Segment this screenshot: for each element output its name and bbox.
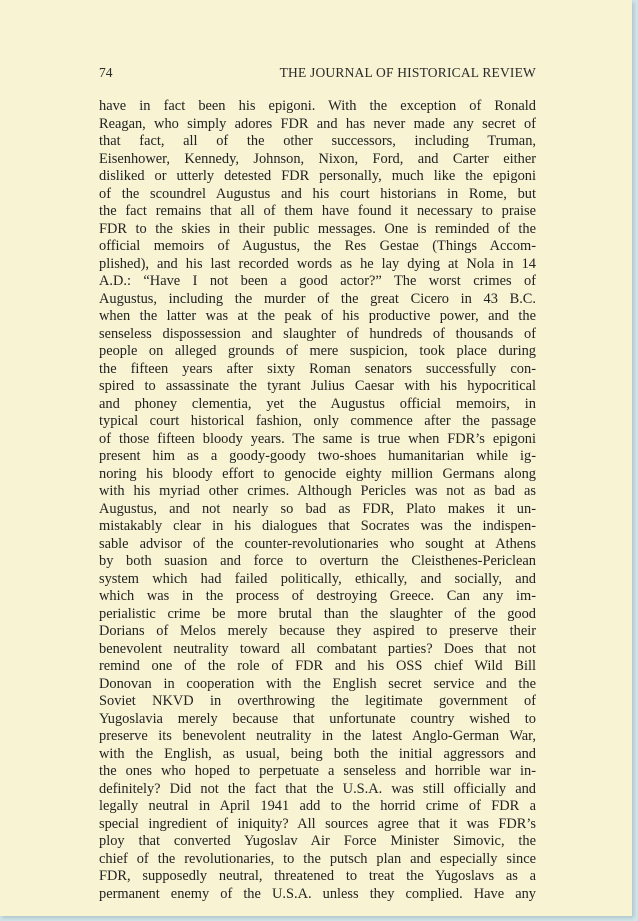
text-line: legally neutral in April 1941 add to the horrid crime of FDR a bbox=[99, 798, 536, 814]
text-line: ploy that converted Yugoslav Air Force Minister Simovic, the bbox=[99, 833, 536, 849]
text-line: Donovan in cooperation with the English secret service and the bbox=[99, 675, 536, 692]
text-line: present him as a goody-goody two-shoes humanitarian while ig- bbox=[99, 448, 536, 464]
text-line: sable advisor of the counter-revolutionaries who sought at Athens bbox=[99, 535, 536, 552]
text-line: when the latter was at the peak of his productive power, and the bbox=[99, 308, 536, 324]
text-line: noring his bloody effort to genocide eighty million Germans along bbox=[99, 465, 536, 482]
text-line: system which had failed politically, ethically, and socially, and bbox=[99, 570, 536, 587]
text-line: preserve its benevolent neutrality in the latest Anglo-German War, bbox=[99, 728, 536, 744]
text-line: A.D.: “Have I not been a good actor?” The worst crimes of bbox=[99, 273, 536, 289]
page-number: 74 bbox=[99, 65, 113, 80]
text-line: with the English, as usual, being both the initial aggressors and bbox=[99, 745, 536, 762]
text-line: FDR to the skies in their public messages. One is reminded of the bbox=[99, 220, 536, 237]
text-line: Soviet NKVD in overthrowing the legitimate government of bbox=[99, 693, 536, 709]
text-line: senseless dispossession and slaughter of hundreds of thousands of bbox=[99, 325, 536, 342]
running-head: THE JOURNAL OF HISTORICAL REVIEW bbox=[279, 65, 536, 80]
text-line: Eisenhower, Kennedy, Johnson, Nixon, Ford, and Carter either bbox=[99, 150, 536, 167]
text-line: Dorians of Melos merely because they aspired to preserve their bbox=[99, 623, 536, 639]
text-line: Augustus, and not nearly so bad as FDR, Plato makes it un- bbox=[99, 500, 536, 517]
text-line: spired to assassinate the tyrant Julius Caesar with his hypocritical bbox=[99, 378, 536, 394]
text-line: chief of the revolutionaries, to the putsch plan and especially since bbox=[99, 850, 536, 867]
text-line: definitely? Did not the fact that the U.S.A. was still officially and bbox=[99, 780, 536, 797]
text-line: Augustus, including the murder of the great Cicero in 43 B.C. bbox=[99, 290, 536, 307]
text-line: people on alleged grounds of mere suspicion, took place during bbox=[99, 343, 536, 359]
text-line: special ingredient of iniquity? All sources agree that it was FDR’s bbox=[99, 815, 536, 832]
text-line: FDR, supposedly neutral, threatened to treat the Yugoslavs as a bbox=[99, 868, 536, 884]
text-line: official memoirs of Augustus, the Res Gestae (Things Accom- bbox=[99, 238, 536, 254]
text-line: of those fifteen bloody years. The same is true when FDR’s epigoni bbox=[99, 430, 536, 447]
text-line: perialistic crime be more brutal than the slaughter of the good bbox=[99, 605, 536, 622]
text-line: have in fact been his epigoni. With the exception of Ronald bbox=[99, 98, 536, 114]
text-line: with his myriad other crimes. Although Pericles was not as bad as bbox=[99, 483, 536, 499]
text-line: and phoney clementia, yet the Augustus official memoirs, in bbox=[99, 395, 536, 412]
text-line: that fact, all of the other successors, including Truman, bbox=[99, 133, 536, 149]
body-text bbox=[99, 98, 536, 903]
text-line: plished), and his last recorded words as he lay dying at Nola in 14 bbox=[99, 255, 536, 272]
text-line: Yugoslavia merely because that unfortunate country wished to bbox=[99, 710, 536, 727]
text-line: mistakably clear in his dialogues that Socrates was the indispen- bbox=[99, 518, 536, 534]
text-line: of the scoundrel Augustus and his court historians in Rome, but bbox=[99, 185, 536, 202]
text-line: which was in the process of destroying Greece. Can any im- bbox=[99, 588, 536, 604]
text-line: Reagan, who simply adores FDR and has never made any secret of bbox=[99, 115, 536, 132]
text-line: by both suasion and force to overturn the Cleisthenes-Periclean bbox=[99, 553, 536, 569]
text-line: the ones who hoped to perpetuate a senseless and horrible war in- bbox=[99, 763, 536, 779]
page-header bbox=[99, 65, 536, 85]
text-line: disliked or utterly detested FDR personally, much like the epigoni bbox=[99, 168, 536, 184]
text-line: permanent enemy of the U.S.A. unless they complied. Have any bbox=[99, 885, 536, 902]
text-line: the fifteen years after sixty Roman senators successfully con- bbox=[99, 360, 536, 377]
text-line: typical court historical fashion, only commence after the passage bbox=[99, 413, 536, 429]
text-line: the fact remains that all of them have found it necessary to praise bbox=[99, 203, 536, 219]
text-line: remind one of the role of FDR and his OSS chief Wild Bill bbox=[99, 658, 536, 674]
text-line: benevolent neutrality toward all combatant parties? Does that not bbox=[99, 640, 536, 657]
